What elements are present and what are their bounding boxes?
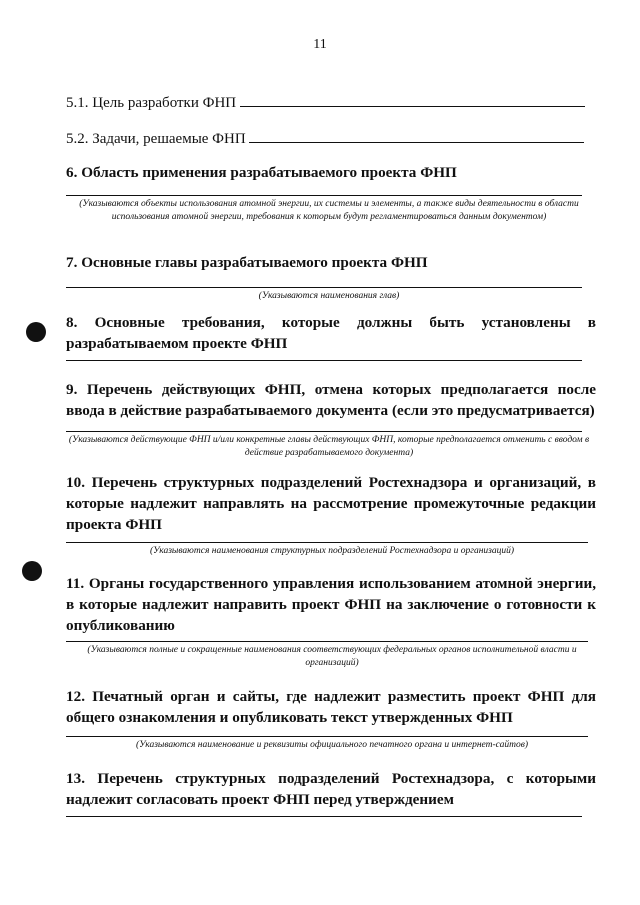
field-5-2-label: 5.2. Задачи, решаемые ФНП xyxy=(66,131,246,147)
section-13-input-line[interactable] xyxy=(66,816,582,817)
section-10-note: (Указываются наименования структурных подразделений Ростехнадзора и организаций) xyxy=(149,546,515,556)
field-5-1 xyxy=(66,92,585,112)
page-number: 11 xyxy=(313,37,327,52)
bullet-marker xyxy=(22,561,42,581)
section-9-note: (Указываются действующие ФНП и/или конкретные главы действующих ФНП, которые предполагается отменить с вводом в действие разрабатываемого документа) xyxy=(68,435,590,458)
section-12-input-line[interactable] xyxy=(66,736,588,737)
section-11-input-line[interactable] xyxy=(66,641,588,642)
field-5-1-input-line[interactable] xyxy=(240,92,585,107)
section-7-input-line[interactable] xyxy=(66,287,582,288)
section-10-input-line[interactable] xyxy=(66,542,588,543)
section-8-title: 8. Основные требования, которые должны быть установлены в разрабатываемом проекте ФНП xyxy=(66,314,596,352)
field-5-2 xyxy=(66,128,584,148)
section-13-title: 13. Перечень структурных подразделений Ростехнадзора, с которыми надлежит согласовать проект ФНП перед утверждением xyxy=(66,770,596,808)
field-5-1-label: 5.1. Цель разработки ФНП xyxy=(66,95,237,111)
section-12-note: (Указываются наименование и реквизиты официального печатного органа и интернет-сайтов) xyxy=(135,740,529,750)
bullet-marker xyxy=(26,322,46,342)
section-7-note: (Указываются наименования глав) xyxy=(258,291,400,301)
section-6-input-line[interactable] xyxy=(66,195,582,196)
section-12-title: 12. Печатный орган и сайты, где надлежит разместить проект ФНП для общего ознакомления и опубликовать текст утвержденных ФНП xyxy=(66,688,596,726)
section-9-input-line[interactable] xyxy=(66,431,582,432)
section-11-note: (Указываются полные и сокращенные наименования соответствующих федеральных органов исполнительной власти и организаций) xyxy=(87,645,577,668)
section-10-title: 10. Перечень структурных подразделений Ростехнадзора и организаций, в которые надлежит направлять на рассмотрение промежуточные редакции проекта ФНП xyxy=(66,474,596,533)
section-6-title: 6. Область применения разрабатываемого проекта ФНП xyxy=(66,164,457,181)
section-8-input-line[interactable] xyxy=(66,360,582,361)
section-7-title: 7. Основные главы разрабатываемого проекта ФНП xyxy=(66,254,428,271)
section-11-title: 11. Органы государственного управления использованием атомной энергии, в которые надлежит направить проект ФНП на заключение о готовности к опубликованию xyxy=(66,575,596,634)
section-6-note: (Указываются объекты использования атомной энергии, их системы и элементы, а также виды деятельности в области использования атомной энергии, требования к которым будут регламентироваться данным документом) xyxy=(79,199,579,222)
field-5-2-input-line[interactable] xyxy=(249,128,584,143)
section-9-title: 9. Перечень действующих ФНП, отмена которых предполагается после ввода в действие разрабатываемого документа (если это предусматривается) xyxy=(66,381,596,419)
